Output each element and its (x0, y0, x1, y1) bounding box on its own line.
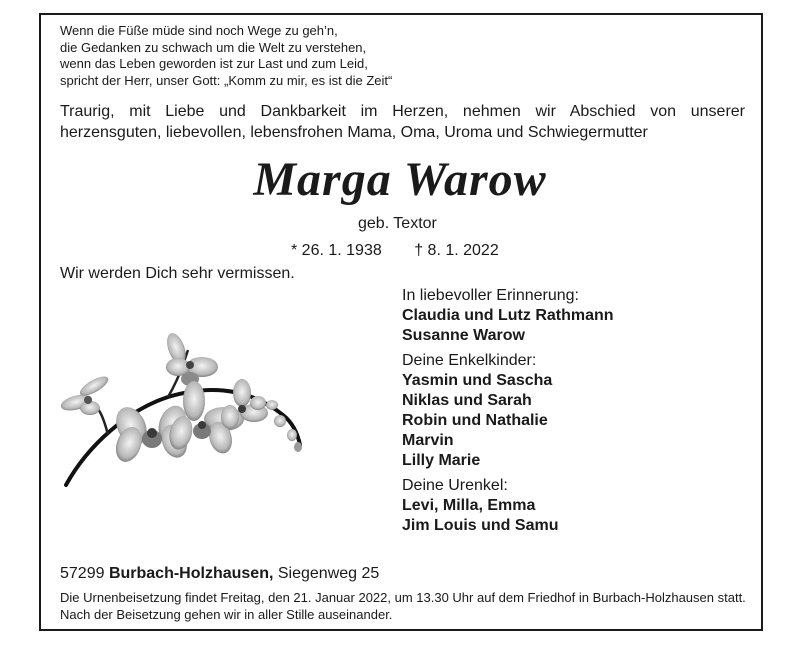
town: Burbach-Holzhausen, (108, 565, 274, 582)
maiden-name: geb. Textor (358, 215, 437, 232)
poem-line: Wenn die Füße müde sind noch Wege zu geh’n, (60, 23, 338, 38)
mourner-name: Lilly Marie (402, 452, 481, 469)
life-dates (291, 242, 499, 260)
mourner-name: Claudia und Lutz Rathmann (402, 307, 614, 324)
mourner-name: Susanne Warow (402, 327, 525, 344)
intro-line: herzensguten, liebevollen, lebensfrohen Mama, Oma, Uroma und Schwiegermutter (60, 124, 648, 141)
birth-date: * 26. 1. 1938 (291, 242, 382, 259)
mourners-list (402, 286, 614, 536)
street: Siegenweg 25 (277, 565, 380, 582)
poem-line: spricht der Herr, unser Gott: „Komm zu mir, es ist die Zeit“ (60, 72, 393, 88)
mourner-name: Jim Louis und Samu (402, 517, 559, 534)
death-date: † 8. 1. 2022 (414, 242, 499, 259)
intro-line: Traurig, mit Liebe und Dankbarkeit im Herzen, nehmen wir Abschied von unserer (60, 103, 745, 120)
poem-line: die Gedanken zu schwach um die Welt zu verstehen, (60, 39, 367, 55)
mourner-name: Marvin (402, 432, 454, 449)
orchid-branch-icon (58, 325, 308, 495)
postcode: 57299 (60, 565, 105, 582)
mourners-heading: In liebevoller Erinnerung: (402, 287, 579, 304)
mourner-name: Levi, Milla, Emma (402, 497, 536, 514)
funeral-note: Die Urnenbeisetzung findet Freitag, den 21. Januar 2022, um 13.30 Uhr auf dem Friedhof in Burbach-Holzhausen statt. Nach der Beisetzung gehen wir in aller Stille auseinander. (60, 590, 746, 622)
poem (60, 23, 392, 89)
poem-line: wenn das Leben geworden ist zur Last und zum Leid, (60, 56, 368, 71)
mourner-name: Robin und Nathalie (402, 412, 548, 429)
mourner-name: Niklas und Sarah (402, 392, 532, 409)
address (60, 565, 379, 583)
deceased-name: Marga Warow (253, 153, 547, 206)
intro-text (60, 101, 745, 143)
miss-text: Wir werden Dich sehr vermissen. (60, 265, 295, 282)
mourners-heading: Deine Enkelkinder: (402, 352, 537, 369)
mourners-heading: Deine Urenkel: (402, 477, 508, 494)
mourner-name: Yasmin und Sascha (402, 372, 553, 389)
